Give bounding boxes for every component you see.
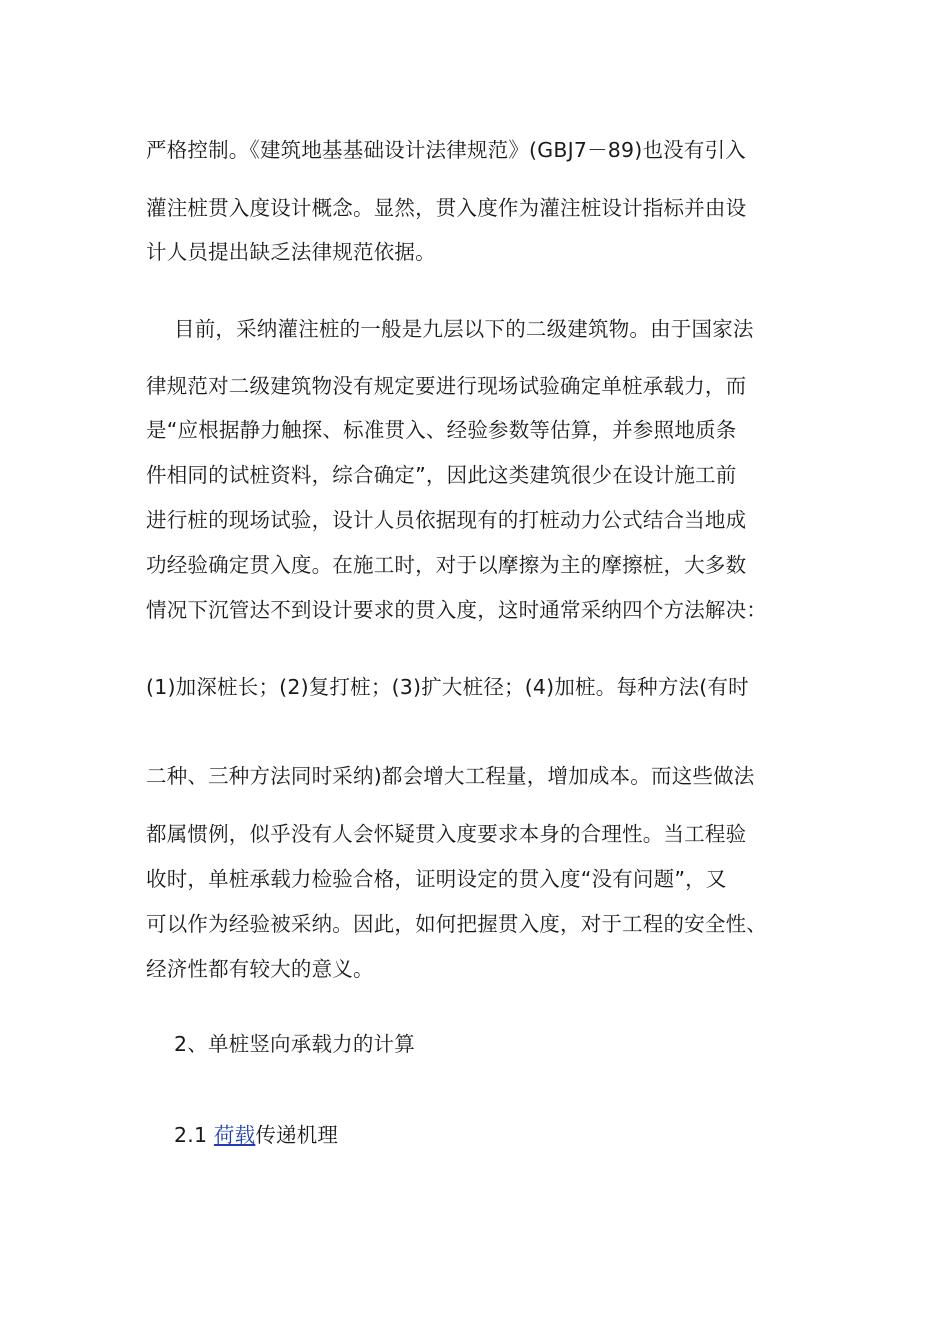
section-heading-2: 2、单桩竖向承载力的计算 [174,1032,415,1056]
paragraph-2-line-1: 目前，采纳灌注桩的一般是九层以下的二级建筑物。由于国家法 [174,317,754,341]
paragraph-2-line-8: (1)加深桩长；(2)复打桩；(3)扩大桩径；(4)加桩。每种方法(有时 [146,675,749,699]
paragraph-2-line-3: 是“应根据静力触探、标准贯入、经验参数等估算，并参照地质条 [146,418,737,442]
paragraph-2-line-13: 经济性都有较大的意义。 [146,957,374,981]
paragraph-2-line-9: 二种、三种方法同时采纳)都会增大工程量，增加成本。而这些做法 [146,764,755,788]
paragraph-2-line-2: 律规范对二级建筑物没有规定要进行现场试验确定单桩承载力，而 [146,374,747,398]
paragraph-2-line-12: 可以作为经验被采纳。因此，如何把握贯入度，对于工程的安全性、 [146,912,767,936]
paragraph-2-line-10: 都属惯例，似乎没有人会怀疑贯入度要求本身的合理性。当工程验 [146,822,747,846]
load-link[interactable]: 荷载 [213,1123,256,1147]
paragraph-1-line-3: 计人员提出缺乏法律规范依据。 [146,240,436,264]
section-heading-2-1 [174,1121,338,1149]
paragraph-1-line-1: 严格控制。《建筑地基基础设计法律规范》(GBJ7－89)也没有引入 [146,138,746,162]
paragraph-1-line-2: 灌注桩贯入度设计概念。显然，贯入度作为灌注桩设计指标并由设 [146,196,747,220]
paragraph-2-line-11: 收时，单桩承载力检验合格，证明设定的贯入度“没有问题”，又 [146,867,727,891]
heading-2-1-title: 传递机理 [255,1123,339,1147]
paragraph-2-line-4: 件相同的试桩资料，综合确定”，因此这类建筑很少在设计施工前 [146,463,737,487]
paragraph-2-line-5: 进行桩的现场试验，设计人员依据现有的打桩动力公式结合当地成 [146,508,747,532]
paragraph-2-line-7: 情况下沉管达不到设计要求的贯入度，这时通常采纳四个方法解决： [146,598,767,622]
heading-2-1-number: 2.1 [174,1123,214,1147]
paragraph-2-line-6: 功经验确定贯入度。在施工时，对于以摩擦为主的摩擦桩，大多数 [146,553,747,577]
